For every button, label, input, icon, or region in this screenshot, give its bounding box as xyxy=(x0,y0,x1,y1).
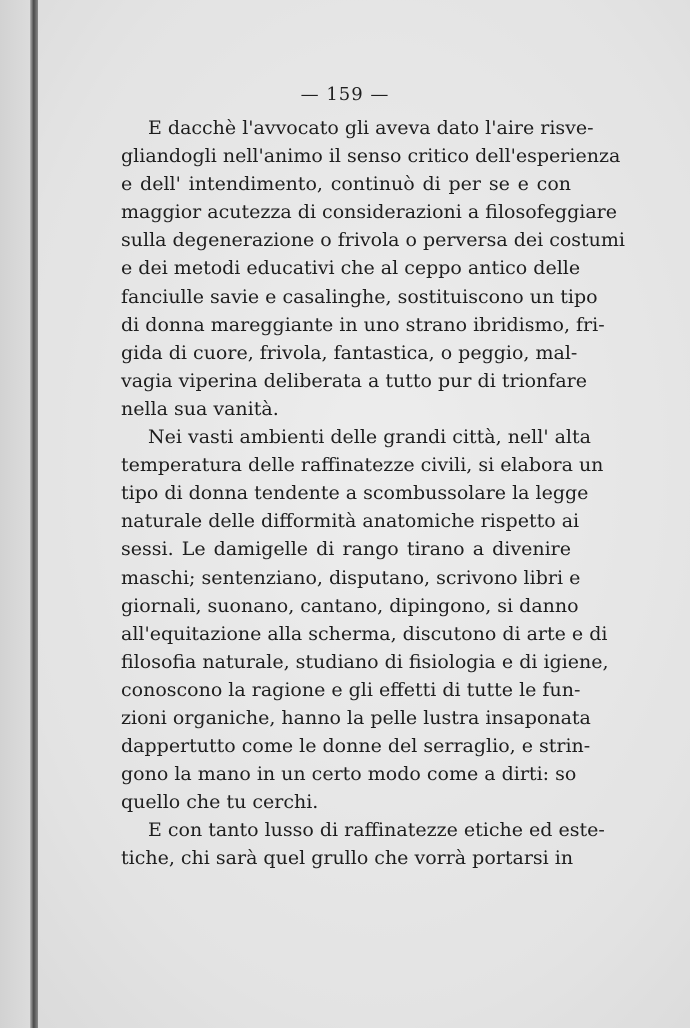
paragraph-3-line-1: E con tanto lusso di raffinatezze etiche ed este- xyxy=(148,819,605,842)
paragraph-3-line-2: tiche, chi sarà quel grullo che vorrà portarsi in xyxy=(121,847,574,870)
paragraph-1-line-11: nella sua vanità. xyxy=(121,397,279,420)
paragraph-2-line-4: naturale delle difformità anatomiche rispetto ai xyxy=(121,510,580,533)
paragraph-2-line-3: tipo di donna tendente a scombussolare la legge xyxy=(121,482,589,505)
paragraph-2-line-2: temperatura delle raffinatezze civili, si elabora un xyxy=(121,454,604,477)
paragraph-1-line-9: gida di cuore, frivola, fantastica, o peggio, mal- xyxy=(121,341,578,364)
paragraph-2-line-8: all'equitazione alla scherma, discutono di arte e di xyxy=(121,622,608,645)
paragraph-1-line-4: maggior acutezza di considerazioni a filosofeggiare xyxy=(121,201,617,224)
paragraph-2-line-9: filosofia naturale, studiano di fisiologia e di igiene, xyxy=(121,650,609,673)
paragraph-2-line-5: sessi. Le damigelle di rango tirano a divenire xyxy=(121,538,571,561)
page-number: — 159 — xyxy=(300,84,390,105)
paragraph-1-line-5: sulla degenerazione o frivola o perversa dei costumi xyxy=(121,229,626,252)
paragraph-2-line-13: gono la mano in un certo modo come a dirti: so xyxy=(121,763,577,786)
paragraph-1-line-8: di donna mareggiante in uno strano ibridismo, fri- xyxy=(121,313,605,336)
paragraph-1-line-3: e dell' intendimento, continuò di per se e con xyxy=(121,173,571,196)
paragraph-2-line-1: Nei vasti ambienti delle grandi città, nell' alta xyxy=(148,426,591,449)
paragraph-2-line-7: giornali, suonano, cantano, dipingono, si danno xyxy=(121,594,579,617)
body-text xyxy=(121,114,626,873)
binding-edge xyxy=(30,0,38,1028)
paragraph-2-line-14: quello che tu cerchi. xyxy=(121,791,319,814)
paragraph-2-line-10: conoscono la ragione e gli effetti di tutte le fun- xyxy=(121,678,581,701)
paragraph-1-line-10: vagia viperina deliberata a tutto pur di trionfare xyxy=(121,369,587,392)
paragraph-1-line-6: e dei metodi educativi che al ceppo antico delle xyxy=(121,257,581,280)
paragraph-1-line-1: E dacchè l'avvocato gli aveva dato l'aire risve- xyxy=(148,117,594,139)
paragraph-1-line-2: gliandogli nell'animo il senso critico dell'esperienza xyxy=(121,145,621,168)
paragraph-2-line-6: maschi; sentenziano, disputano, scrivono libri e xyxy=(121,566,581,589)
paragraph-1-line-7: fanciulle savie e casalinghe, sostituiscono un tipo xyxy=(121,285,598,308)
paragraph-2-line-12: dappertutto come le donne del serraglio, e strin- xyxy=(121,735,591,758)
binding-shadow xyxy=(0,0,30,1028)
paragraph-2-line-11: zioni organiche, hanno la pelle lustra insaponata xyxy=(121,706,591,729)
